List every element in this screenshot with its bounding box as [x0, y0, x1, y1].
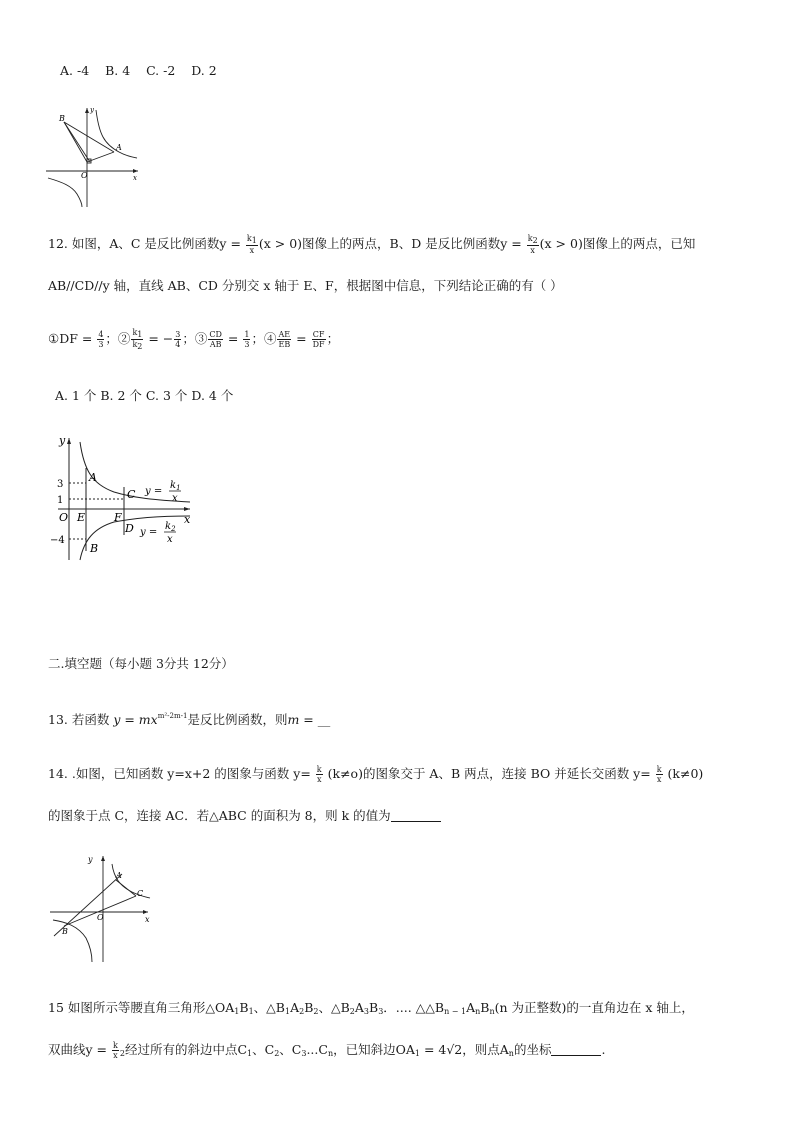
q13-text-a: 13. 若函数	[48, 712, 114, 727]
q15-text-an: ，则点A	[462, 1042, 509, 1057]
q12-options: A. 1 个 B. 2 个 C. 3 个 D. 4 个	[55, 388, 234, 403]
q15-text-pre: 15 如图所示等腰直角三角形△OA	[48, 1000, 235, 1015]
q14-label-c: C	[137, 889, 144, 898]
q11-label-y: y	[90, 106, 94, 114]
q11-segment-ba	[64, 122, 114, 152]
q11-hyperbola-left	[48, 178, 82, 207]
q15-text-coord: 的坐标	[513, 1042, 552, 1057]
q15-sub-1a: 1	[234, 1007, 240, 1016]
q12-c3-num-a: CD	[209, 330, 222, 339]
q12-c3-frac-a	[208, 330, 223, 349]
q15-sub-oa1: 1	[414, 1049, 420, 1058]
q11-options	[60, 63, 217, 78]
q12-c2-frac	[174, 330, 181, 349]
q15-sub-c2: 2	[274, 1049, 280, 1058]
q15-text-b1: B	[239, 1000, 249, 1015]
q12-c2-k2: k	[132, 340, 138, 349]
q15-line1	[48, 998, 694, 1016]
q12-label-o: O	[59, 511, 69, 524]
q12-eq2-den: x	[167, 534, 173, 545]
q12-frac-k2-over-x	[527, 234, 539, 255]
q15-text-eq: = 4	[419, 1042, 447, 1057]
q11-option-b: B. 4	[105, 63, 131, 78]
q12-c2-label: ；②	[105, 331, 131, 346]
q14-label-b: B	[62, 927, 68, 936]
q12-c2-den: 4	[175, 340, 181, 349]
q15-text-oa1: ，已知斜边OA	[333, 1042, 415, 1057]
q12-eq1-den: x	[172, 493, 178, 504]
q14-text-b: (k≠o)的图象交于 A、B 两点，连接 BO 并延长交函数 y=	[323, 766, 655, 781]
q15-line2	[48, 1040, 605, 1060]
q12-c4-den-a: EB	[278, 340, 291, 349]
q13-blank: = __	[299, 712, 331, 727]
q13-func: y = mx	[113, 712, 158, 727]
q14-line2	[48, 806, 441, 824]
q15-sub-n-a: n	[475, 1007, 481, 1016]
svg-text:k1	[170, 480, 181, 492]
q14-frac-1-den: x	[316, 775, 322, 784]
q12-eq2-lhs: y =	[140, 527, 158, 538]
q14-line2-text: 的图象于点 C，连接 AC．若△ABC 的面积为 8，则 k 的值为	[48, 808, 391, 823]
q12-c1-frac	[97, 330, 104, 349]
q12-frac-k2-sub: 2	[532, 236, 538, 245]
section-heading-fill-in: 二.填空题（每小题 3分共 12分）	[48, 656, 234, 671]
q12-c4-frac-a	[277, 330, 291, 349]
q12-c2-frac-k	[131, 328, 143, 351]
svg-text:k2	[165, 521, 176, 533]
q12-c4-label: ；④	[251, 331, 277, 346]
q12-frac-k1-over-x	[246, 234, 258, 255]
q11-label-o: O	[81, 171, 88, 180]
q15-text-c3: 、C	[279, 1042, 302, 1057]
q15-text-b2b: 、△B	[318, 1000, 350, 1015]
q11-label-a: A	[116, 143, 122, 152]
q15-frac-k-over-x	[112, 1041, 119, 1060]
q15-sqrt: √2	[446, 1042, 463, 1057]
q14-frac-2	[656, 765, 663, 784]
q15-text-an: A	[466, 1000, 476, 1015]
q15-text-a3: A	[354, 1000, 364, 1015]
q12-tick-3: 3	[57, 479, 64, 490]
q11-option-a: A. -4	[60, 63, 90, 78]
q12-eq1-num: k	[170, 480, 177, 491]
q15-sub-n1: n − 1	[444, 1007, 467, 1016]
q12-stem-text-a: 12. 如图，A、C 是反比例函数y =	[48, 236, 245, 251]
q11-label-b: B	[59, 114, 65, 123]
q14-label-x: x	[145, 915, 150, 924]
q12-c1-num: 4	[98, 330, 104, 339]
q11-figure	[44, 104, 144, 208]
q14-frac-2-num: k	[656, 765, 662, 774]
q12-label-a: A	[89, 471, 97, 484]
q14-text-c: (k≠0)	[663, 766, 704, 781]
q12-frac-k1-den: x	[249, 246, 255, 255]
q12-c4-den-b: DF	[312, 340, 325, 349]
q15-sub-3a: 3	[363, 1007, 369, 1016]
q12-figure	[44, 432, 194, 564]
q15-sub-an: n	[508, 1049, 514, 1058]
q14-line-ac	[116, 880, 136, 896]
q15-frac-den: x	[113, 1051, 118, 1060]
q11-segment-b-foot	[64, 122, 90, 162]
q15-sub-n-b: n	[489, 1007, 495, 1016]
q15-sub-1b: 1	[248, 1007, 254, 1016]
q15-sub-2c: 2	[349, 1007, 355, 1016]
q12-c3-den: 3	[244, 340, 250, 349]
q12-label-b: B	[90, 542, 99, 555]
q12-c1-den: 3	[98, 340, 104, 349]
q12-frac-k2-den: x	[530, 246, 535, 255]
q12-c4-num-b: CF	[312, 330, 325, 339]
q11-option-c: C. -2	[146, 63, 176, 78]
q15-sub-3b: 3	[378, 1007, 384, 1016]
q12-c2-k2-sub: 2	[137, 342, 143, 351]
q12-c3-num: 1	[244, 330, 250, 339]
q12-c4-frac-b	[312, 330, 326, 349]
q12-tick-m4: −4	[50, 535, 65, 546]
q12-label-f: F	[114, 511, 122, 524]
q15-sub-1c: 1	[284, 1007, 291, 1016]
q15-frac-sub: 2	[119, 1049, 125, 1058]
q12-c1-label: ①DF =	[48, 331, 97, 346]
q12-c3-eq: =	[223, 331, 243, 346]
q15-sub-c1: 1	[247, 1049, 253, 1058]
q12-c3-den-a: AB	[209, 340, 222, 349]
q15-sub-2a: 2	[299, 1007, 305, 1016]
q12-conclusions	[48, 328, 339, 351]
q15-text-b1b: 、△B	[253, 1000, 285, 1015]
q15-text-end: .	[601, 1042, 606, 1057]
q15-text-cn: ...C	[306, 1042, 328, 1057]
q14-label-o: O	[97, 913, 104, 922]
q12-c4-num-a: AE	[278, 330, 291, 339]
q15-text-hyperbola: 双曲线y =	[48, 1042, 111, 1057]
q12-eq1-lhs: y =	[145, 486, 163, 497]
q14-frac-2-den: x	[656, 775, 662, 784]
q12-label-x: x	[184, 513, 191, 526]
q12-eq2-num: k	[165, 521, 172, 532]
q12-eq1-sub: 1	[176, 484, 181, 492]
q14-line1	[48, 764, 703, 784]
q12-stem-line2: AB//CD//y 轴，直线 AB、CD 分别交 x 轴于 E、F，根据图中信息，下列结论正确的有（ ）	[48, 278, 563, 293]
q12-tick-1: 1	[57, 495, 64, 506]
q14-frac-1-num: k	[316, 765, 322, 774]
q13-question	[48, 710, 330, 728]
q12-c4-end: ；	[326, 331, 340, 346]
q12-c3-label: ；③	[182, 331, 208, 346]
q12-label-c: C	[127, 488, 136, 501]
q12-frac-k1-sub: 1	[251, 236, 257, 245]
q15-text-dots: ．.... △△B	[383, 1000, 445, 1015]
q15-answer-blank	[551, 1044, 601, 1056]
q15-sub-2b: 2	[313, 1007, 319, 1016]
q14-answer-blank	[391, 810, 441, 822]
q14-figure	[48, 852, 158, 964]
q14-frac-1	[316, 765, 323, 784]
q15-frac-num: k	[112, 1041, 118, 1050]
q15-text-a2: A	[290, 1000, 300, 1015]
q15-text-tail: (n 为正整数)的一直角边在 x 轴上，	[494, 1000, 694, 1015]
q13-text-b: 是反比例函数，则	[187, 712, 288, 727]
q12-label-y: y	[59, 434, 66, 447]
q14-text-a: 14. .如图，已知函数 y=x+2 的图象与函数 y=	[48, 766, 315, 781]
q12-eq2	[139, 521, 176, 545]
q12-stem-text-c: (x > 0)图像上的两点，已知	[539, 236, 696, 251]
q13-exponent: m²-2m-1	[157, 712, 188, 720]
q12-c2-mid: = −	[144, 331, 174, 346]
q12-frac-k1-num: k	[246, 234, 252, 243]
q14-label-y: y	[88, 855, 93, 864]
q15-sub-c3: 3	[301, 1049, 307, 1058]
q15-sub-cn: n	[327, 1049, 334, 1058]
q15-text-c2: 、C	[252, 1042, 275, 1057]
q12-stem-line1	[48, 234, 695, 255]
q12-c3-frac	[243, 330, 250, 349]
q15-text-c1: 经过所有的斜边中点C	[124, 1042, 248, 1057]
q12-label-d: D	[125, 522, 134, 535]
q15-text-bn: B	[480, 1000, 490, 1015]
q12-frac-k2-num: k	[527, 234, 533, 243]
q12-eq2-sub: 2	[171, 525, 176, 533]
q15-text-b2: B	[304, 1000, 314, 1015]
q12-c4-eq: =	[292, 331, 311, 346]
q13-var-m: m	[287, 712, 300, 727]
q12-c2-num: 3	[175, 330, 181, 339]
q12-stem-text-b: (x > 0)图像上的两点，B、D 是反比例函数y =	[258, 236, 526, 251]
q14-hyperbola-left	[53, 920, 92, 962]
q12-c2-k1: k	[132, 328, 138, 337]
q11-option-d: D. 2	[191, 63, 217, 78]
q15-text-b3: B	[369, 1000, 379, 1015]
q12-c2-k1-sub: 1	[137, 330, 143, 339]
q14-label-a: A	[116, 871, 122, 880]
q11-label-x: x	[133, 174, 137, 182]
q12-label-e: E	[77, 511, 86, 524]
